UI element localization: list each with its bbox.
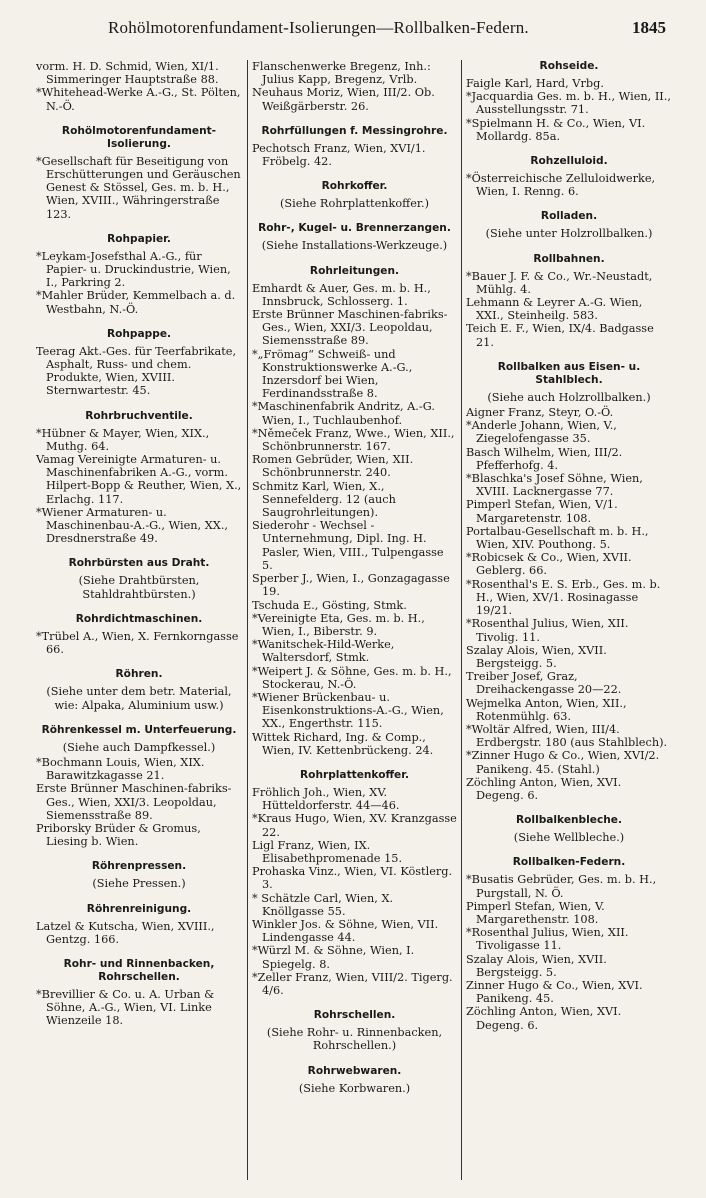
directory-entry: *Gesellschaft für Beseitigung von Erschütterungen und Geräuschen Genest & Stössel, Ges. m. b. H., Wien, XVIII., Währingerstraße 123. [36,154,241,221]
directory-entry: *Kraus Hugo, Wien, XV. Kranzgasse 22. [252,812,457,839]
directory-entry: Teich E. F., Wien, IX/4. Badgasse 21. [466,322,654,349]
section-heading: Rohrbürsten aus Draht. [68,557,210,570]
directory-entry: Lehmann & Leyrer A.-G. Wien, XXI., Steinheilg. 583. [466,296,643,323]
cross-reference-note: (Siehe Korbwaren.) [298,1081,411,1095]
section-heading: Rollbalken aus Eisen- u. Stahlblech. [497,360,641,386]
cross-reference-note: (Siehe Wellbleche.) [513,831,625,845]
directory-entry: *Busatis Gebrüder, Ges. m. b. H., Purgstall, N. Ö. [466,873,657,900]
directory-entry: *Rosenthal Julius, Wien, XII. Tivolig. 11. [466,617,629,644]
section-heading: Röhrenpressen. [91,860,187,873]
section-heading: Rohrleitungen. [309,264,400,277]
section-heading: Rohrkoffer. [321,180,388,193]
cross-reference-note: (Siehe auch Dampfkessel.) [62,740,216,754]
directory-entry: Zöchling Anton, Wien, XVI. Degeng. 6. [466,775,622,802]
directory-entry: *Spielmann H. & Co., Wien, VI. Mollardg. 85a. [466,116,646,143]
section-heading: Rohseide. [539,60,599,72]
directory-entry: Neuhaus Moriz, Wien, III/2. Ob. Weißgärberstr. 26. [252,86,435,113]
cross-reference-note: (Siehe unter dem betr. Material, wie: Alpaka, Aluminium usw.) [46,685,232,712]
directory-entry: * Schätzle Carl, Wien, X. Knöllgasse 55. [252,891,394,918]
directory-entry: *Rosenthal Julius, Wien, XII. Tivoligasse 11. [466,926,629,953]
directory-entry: Siederohr - Wechsel - Unternehmung, Dipl. Ing. H. Pasler, Wien, VIII., Tulpengasse 5. [252,519,444,572]
section-heading: Rohrbruchventile. [85,409,193,422]
directory-entry: Fröhlich Joh., Wien, XV. Hütteldorferstr. 44—46. [252,785,400,813]
section-heading: Rohrfüllungen f. Messingrohre. [261,124,448,137]
directory-entry: *Zeller Franz, Wien, VIII/2. Tigerg. 4/6. [252,970,453,997]
directory-entry: Zöchling Anton, Wien, XVI. Degeng. 6. [466,1005,622,1032]
page-header [0,10,706,40]
directory-entry: *Rosenthal's E. S. Erb., Ges. m. b. H., Wien, XV/1. Rosinagasse 19/21. [466,577,661,618]
directory-entry: Romen Gebrüder, Wien, XII. Schönbrunnerstr. 240. [252,453,414,480]
directory-entry: Sperber J., Wien, I., Gonzagagasse 19. [252,572,450,599]
section-heading: Rohr-, Kugel- u. Brennerzangen. [258,222,451,235]
directory-entry: Basch Wilhelm, Wien, III/2. Pfefferhofg. 4. [466,445,623,472]
section-heading: Rohrwebwaren. [307,1064,402,1077]
section-heading: Rohrdichtmaschinen. [75,612,203,625]
section-heading: Rohr- und Rinnenbacken, Rohrschellen. [63,957,215,983]
column-divider [461,60,462,1180]
page-number: 1845 [632,18,666,37]
directory-entry: Pechotsch Franz, Wien, XVI/1. Fröbelg. 42. [252,141,426,169]
cross-reference-note: (Siehe unter Holzrollbalken.) [485,227,653,241]
directory-entry: *Weipert J. & Söhne, Ges. m. b. H., Stockerau, N.-Ö. [252,664,452,691]
directory-entry: Aigner Franz, Steyr, O.-Ö. [466,406,614,420]
section-heading: Rohölmotorenfundament-Isolierung. [61,124,217,150]
column-2 [252,60,457,1186]
directory-entry: *Maschinenfabrik Andritz, A.-G. Wien, I., Tuchlaubenhof. [252,400,435,427]
directory-entry: *Bochmann Louis, Wien, XIX. Barawitzkagasse 21. [36,755,205,783]
directory-entry: Schmitz Karl, Wien, X., Sennefelderg. 12 (auch Saugrohrleitungen). [252,479,396,520]
column-3 [466,60,672,1186]
cross-reference-note: (Siehe Pressen.) [92,877,186,891]
directory-entry: *Wiener Armaturen- u. Maschinenbau-A.-G., Wien, XX., Dresdnerstraße 49. [36,505,229,546]
directory-entry: Pimperl Stefan, Wien, V. Margarethenstr. 108. [466,899,605,926]
directory-entry: *Mahler Brüder, Kemmelbach a. d. Westbahn, N.-Ö. [36,289,236,316]
directory-entry: *Würzl M. & Söhne, Wien, I. Spiegelg. 8. [252,944,415,971]
directory-entry: Faigle Karl, Hard, Vrbg. [466,77,604,90]
directory-entry: *Österreichische Zelluloidwerke, Wien, I. Renng. 6. [466,172,656,199]
section-heading: Röhren. [115,668,163,681]
directory-entry: Wittek Richard, Ing. & Comp., Wien, IV. Kettenbrückeng. 24. [252,730,434,757]
directory-entry: *Jacquardia Ges. m. b. H., Wien, II., Ausstellungsstr. 71. [466,90,671,117]
directory-entry: *Vereinigte Eta, Ges. m. b. H., Wien, I., Biberstr. 9. [252,611,425,638]
directory-entry: Treiber Josef, Graz, Dreihackengasse 20—22. [466,670,622,697]
cross-reference-note: (Siehe Installations-Werkzeuge.) [261,239,448,253]
section-heading: Rolladen. [540,210,598,223]
directory-entry: *Whitehead-Werke A.-G., St. Pölten, N.-Ö. [36,86,241,113]
directory-entry: Vamag Vereinigte Armaturen- u. Maschinenfabriken A.-G., vorm. Hilpert-Bopp & Reuther, Wien, X., Erlachg. 117. [36,453,242,506]
directory-entry: *Blaschka's Josef Söhne, Wien, XVIII. Lacknergasse 77. [466,472,643,499]
section-heading: Röhrenreinigung. [86,902,192,915]
section-heading: Rohrschellen. [313,1009,396,1022]
section-heading: Rollbalken-Federn. [512,856,626,869]
directory-entry: Latzel & Kutscha, Wien, XVIII., Gentzg. 166. [36,919,215,946]
directory-entry: Tschuda E., Gösting, Stmk. [252,598,407,612]
directory-entry: *Wiener Brückenbau- u. Eisenkonstruktions-A.-G., Wien, XX., Engerthstr. 115. [252,690,444,731]
directory-entry: *Anderle Johann, Wien, V., Ziegelofengasse 35. [466,419,617,446]
cross-reference-note: (Siehe Drahtbürsten, Stahldrahtbürsten.) [78,574,200,601]
column-divider [247,60,248,1180]
section-heading: Rohpappe. [106,327,172,340]
directory-entry: *Zinner Hugo & Co., Wien, XVI/2. Panikeng. 45. (Stahl.) [466,749,660,776]
page-title: Rohölmotorenfundament-Isolierungen—Rollbalken-Federn. [108,18,529,37]
directory-entry: Szalay Alois, Wien, XVII. Bergsteigg. 5. [466,952,607,979]
directory-entry: Priborsky Brüder & Gromus, Liesing b. Wien. [36,821,201,849]
directory-entry: Zinner Hugo & Co., Wien, XVI. Panikeng. 45. [466,978,643,1006]
directory-entry: Ligl Franz, Wien, IX. Elisabethpromenade 15. [252,838,403,865]
directory-entry: Teerag Akt.-Ges. für Teerfabrikate, Asphalt, Russ- und chem. Produkte, Wien, XVIII. Sternwartestr. 45. [36,344,237,398]
section-heading: Rollbalkenbleche. [516,814,622,827]
directory-entry: Prohaska Vinz., Wien, VI. Köstlerg. 3. [252,865,453,892]
section-heading: Rohpapier. [107,232,171,245]
directory-entry: Pimperl Stefan, Wien, V/1. Margaretenstr. 108. [466,498,618,525]
section-heading: Rollbahnen. [533,252,605,265]
directory-entry: Szalay Alois, Wien, XVII. Bergsteigg. 5. [466,643,607,670]
directory-entry: *Leykam-Josefsthal A.-G., für Papier- u. Druckindustrie, Wien, I., Parkring 2. [36,249,231,290]
section-heading: Rohrplattenkoffer. [300,768,409,781]
directory-entry: *Robicsek & Co., Wien, XVII. Geblerg. 66. [466,551,632,578]
directory-entry: vorm. H. D. Schmid, Wien, XI/1. Simmeringer Hauptstraße 88. [36,60,219,87]
directory-entry: Winkler Jos. & Söhne, Wien, VII. Lindengasse 44. [252,917,439,945]
directory-entry: *Trübel A., Wien, X. Fernkorngasse 66. [36,629,239,657]
directory-entry: Erste Brünner Maschinen-fabriks-Ges., Wien, XXI/3. Leopoldau, Siemensstraße 89. [36,782,232,822]
directory-entry: *Hübner & Mayer, Wien, XIX., Muthg. 64. [36,426,210,453]
directory-entry: *Wanitschek-Hild-Werke, Waltersdorf, Stmk. [252,638,395,665]
directory-entry: *Brevillier & Co. u. A. Urban & Söhne, A.-G., Wien, VI. Linke Wienzeile 18. [36,987,215,1028]
directory-entry: Portalbau-Gesellschaft m. b. H., Wien, XIV. Pouthong. 5. [466,524,649,552]
directory-entry: Emhardt & Auer, Ges. m. b. H., Innsbruck, Schlosserg. 1. [252,281,431,308]
cross-reference-note: (Siehe Rohr- u. Rinnenbacken, Rohrschellen.) [266,1026,443,1053]
directory-entry: *Němeček Franz, Wwe., Wien, XII., Schönbrunnerstr. 167. [252,426,455,454]
directory-entry: Flanschenwerke Bregenz, Inh.: Julius Kapp, Bregenz, Vrlb. [252,60,431,87]
directory-entry: Wejmelka Anton, Wien, XII., Rotenmühlg. 63. [466,696,627,723]
directory-entry: *Bauer J. F. & Co., Wr.-Neustadt, Mühlg. 4. [466,269,653,296]
directory-entry: *Woltär Alfred, Wien, III/4. Erdbergstr. 180 (aus Stahlblech). [466,722,668,750]
cross-reference-note: (Siehe Rohrplattenkoffer.) [279,197,430,211]
cross-reference-note: (Siehe auch Holzrollbalken.) [487,390,651,404]
section-heading: Rohzelluloid. [530,155,608,168]
column-1 [36,60,242,1186]
section-heading: Röhrenkessel m. Unterfeuerung. [41,723,237,736]
directory-entry: *„Frömag“ Schweiß- und Konstruktionswerke A.-G., Inzersdorf bei Wien, Ferdinandsstraße 8. [252,347,413,401]
directory-entry: Erste Brünner Maschinen-fabriks-Ges., Wien, XXI/3. Leopoldau, Siemensstraße 89. [252,308,448,348]
